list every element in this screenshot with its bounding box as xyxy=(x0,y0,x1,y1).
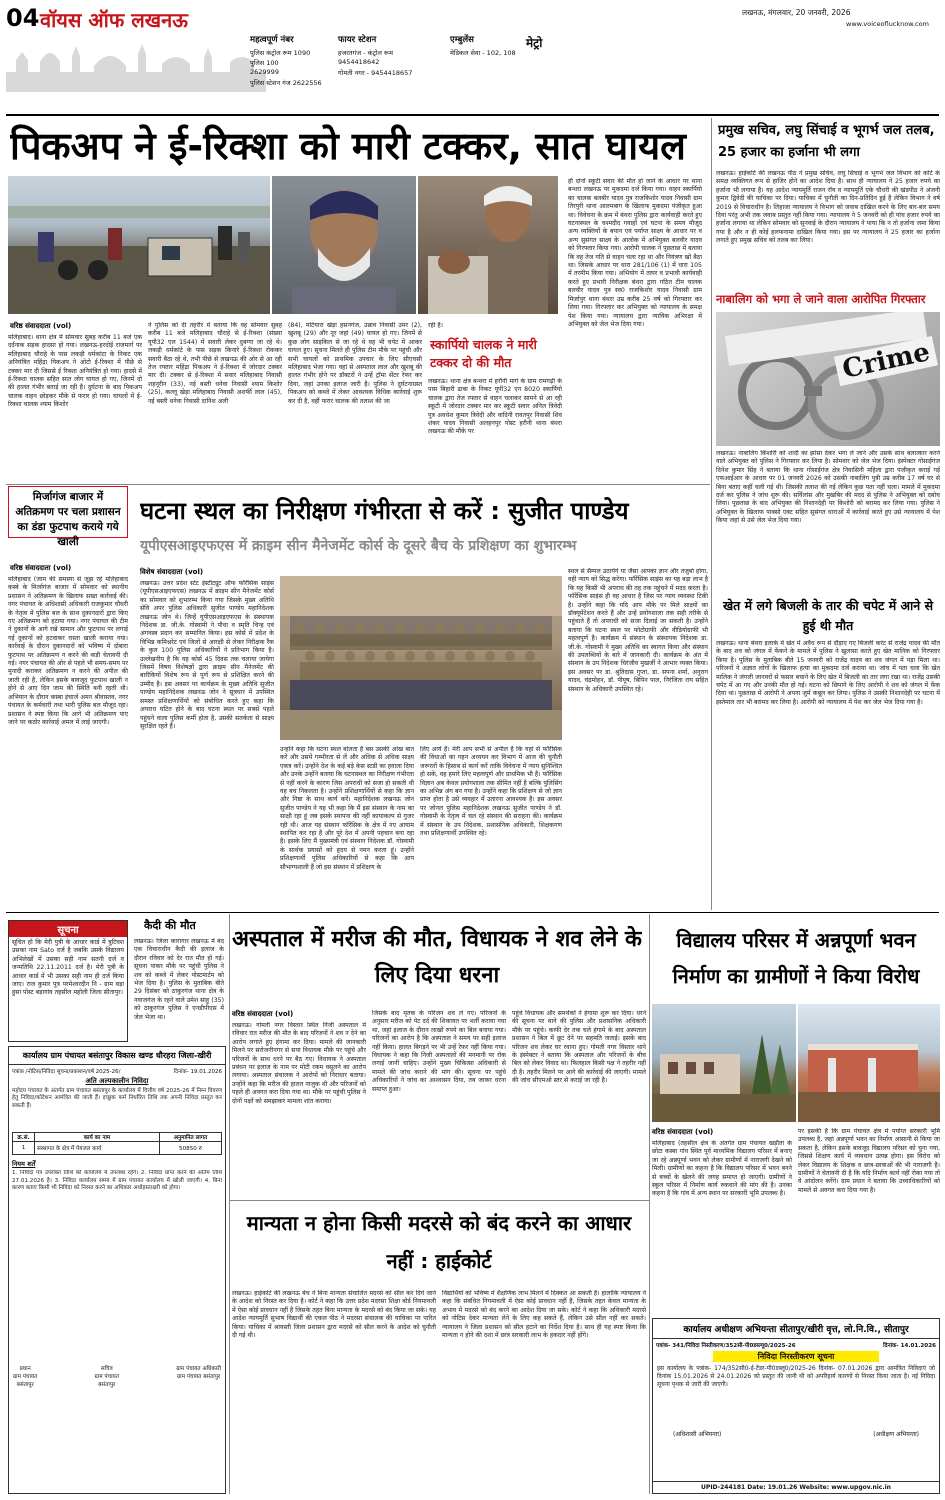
story5-col1: लखनऊ। उत्तर प्रदेश स्टेट इंस्टीट्यूट ऑफ फॉरेंसिक साइंस (यूपीएसआइएफएस) लखनऊ में क्राइम सीन मैनेजमेंट कोर्स का सोमवार को शुभारम्भ किया गया जिसके मुख्य अतिथि सेवि अपर पुलिस अधिकारी सुजीत पाण्डेय महानिदेशक लखनऊ जोन थे। जिन्हें यूपीएसआइएफएस के संस्थापक निदेशक डा. जी.के. गोस्वामी ने पौधा व स्मृति चिन्ह एवं अंगवस्त्र प्रदान कर सम्मानित किया। इस कोर्स में प्रदेश के विभिन्न कमिश्नरेट एवं जिलों से आरक्षी से लेकर निरीक्षक रैंक के कुल 100 पुलिस अधिकारियों ने प्रतिभाग किया है। उल्लेखनीय है कि यह कोर्स 45 दिवस तक चलाया जायेगा जिसमें विषय विशेषज्ञों द्वारा क्राइम सीन मैनेजमेंट की बारीकियों विशेष रूप से पूर्ण रूप से प्रशिक्षित करने की उम्मीद है। इस अवसर पर कार्यक्रम के मुख्य अतिथि सुजीत पाण्डेय महानिदेशक लखनऊ जोन ने सूत्रधार में उपस्थित समस्त प्रशिक्षणार्थियों को संबोधित करते हुए कहा कि अपराध घटित होने के बाद घटना स्थल पर सबसे पहले पहुंचने वाला पुलिस कर्मी होता है, उसकी सतर्कता से साक्ष्य सुरक्षित रहते हैं। xyxy=(140,580,274,730)
tender1-row1-no: 1 xyxy=(13,1142,35,1155)
story10-headline: विद्यालय परिसर में अन्नपूर्णा भवन निर्माण का ग्रामीणों ने किया विरोध xyxy=(672,928,920,988)
tender1-terms: 1. निविदा पत्र उपरोक्त तिथि को कार्यालय में उपलब्ध रहेंगे। 2. निविदा प्राप्त करने की अंतिम तिथि 27.01.2026 है। 3. निविदा कार्यालय समय में ग्राम पंचायत कार्यालय में खोली जाएगी। 4. बिना कारण बताए किसी भी निविदा को निरस्त करने का अधिकार अधोहस्ताक्षरी को होगा। xyxy=(12,1170,222,1192)
story7-text: लखनऊ। नाबालिग किशोरी को शादी का झांसा देकर भगा ले जाने और उसके साथ बलात्कार करने वाले अभियुक्त को पुलिस ने गिरफ्तार कर लिया है। सोमवार को जेल भेज दिया। इंस्पेक्टर गोसाईगंज दिनेश कुमार सिंह ने बताया कि थाना गोसाईगंज क्षेत्र निवासिनी महिला द्वारा पंजीकृत कराई गई एफआईआर के आधार पर 01 जनवरी 2026 को उसकी नाबालिग पुत्री उम्र करीब 17 वर्ष घर से बिना बताए कहीं चली गई थी। जिसकी तलाश की गई लेकिन कुछ पता नहीं चला। मामले में मुकदमा दर्ज कर पुलिस ने जांच शुरू की। सर्विलांस और मुखबिर की मदद से पुलिस ने अभियुक्त को दबोच लिया। पूछताछ के बाद अभियुक्त की निशानदेही पर किशोरी को बरामद कर लिया गया। पुलिस ने अभियुक्त के खिलाफ पाक्सो एक्ट सहित सुसंगत धाराओं में कार्रवाई करते हुए उसे न्यायालय में पेश किया जहां से उसे जेल भेज दिया गया। xyxy=(716,450,940,525)
tender1-th-work: कार्य का नाम xyxy=(35,1133,160,1142)
tender1-table xyxy=(12,1132,222,1155)
ambulance-title: एम्बुलेंस xyxy=(450,35,474,45)
tender2-footer: UPID-244181 Date: 19.01.26 Website: www.upgov.nic.in xyxy=(653,1481,939,1493)
story11-headline: मान्यता न होना किसी मदरसे को बंद करने का आधार नहीं : हाईकोर्ट xyxy=(246,1211,632,1273)
story5-headline: घटना स्थल का निरीक्षण गंभीरता से करें : सुजीत पाण्डेय xyxy=(140,497,629,525)
tender1-row1-work: संस्थागत के क्षेत्र में पेयजल कार्य xyxy=(35,1142,160,1155)
story4-text: लखनऊ। जिला कारागार लखनऊ में बंद एक विचाराधीन कैदी की इलाज के दौरान रविवार को देर रात मौत हो गई। सूचना पाकर मौके पर पहुंची पुलिस ने शव को कब्जे में लेकर पोस्टमार्टम को भेज दिया है। पुलिस के मुताबिक बीते 29 दिसंबर को ठाकुरगंज थाना क्षेत्र के नवाजगंज के रहने वाले उमेश साहू (35) को ठाकुरगंज पुलिस ने एनडीपीएस में जेल भेजा था। xyxy=(134,938,224,1021)
school-building-photo xyxy=(652,1004,796,1122)
contact-4: पुलिस स्टेशन गंज 2622556 xyxy=(250,79,322,87)
notice-text: सूचित हो कि मेरी पुत्री के आधार कार्ड में त्रुटिवश उसका नाम Sato दर्ज है जबकि उसके विद्यालय अभिलेखों में उसका सही नाम सतनी दर्ज व जन्मतिथि 22.11.2011 दर्ज है। मेरी पुत्री के आधार कार्ड में भी उसका सही नाम ही दर्ज किया जाए। राज कुमार पुत्र परमेश्वरदीन नि - ग्राम बड़ा हुसा पोस्ट बड़ागांव तहसील महोली जिला सीतापुर। xyxy=(12,939,124,997)
story1-byline: वरिष्ठ संवाददाता (vol) xyxy=(10,322,72,330)
story6-headline: प्रमुख सचिव, लघु सिंचाई व भूगर्भ जल तलब, 25 हजार का हर्जाना भी लगा xyxy=(718,123,935,160)
dateline: लखनऊ, मंगलवार, 20 जनवरी, 2026 xyxy=(742,8,851,17)
story9-byline: वरिष्ठ संवाददाता (vol) xyxy=(232,1010,294,1018)
story5-col4: स्थल से सैम्पल उठायेंगे या जैसा आपका ज्ञान और तजुर्बा होगा, वही न्याय को सिद्ध करेगा। फॉरेंसिक साइंस का यह बड़ा लाभ है कि यह किसी भी अपराध की तह तक पहुंचने में मदद करता है। फॉरेंसिक साइंस ही वह आधार है जिस पर न्याय व्यवस्था टिकी है। उन्होंने कहा कि यदि आप मौके पर मिले साक्ष्यों का डॉक्यूमेंटेशन करते हैं और उन्हें प्रयोगशाला तक सही तरीके से पहुंचाते हैं तो अपराधी को सजा दिलाई जा सकती है। उन्होंने बताया कि घटना स्थल पर फोटोग्राफी और वीडियोग्राफी भी महत्वपूर्ण है। कार्यक्रम में संस्थान के संस्थापक निदेशक डा. जी.के. गोस्वामी ने मुख्य अतिथि का स्वागत किया और संस्थान की उपलब्धियों के बारे में जानकारी दी। कार्यक्रम के अंत में संस्थान के उप निदेशक चिरंजीव मुखर्जी ने आभार व्यक्त किया। इस अवसर पर डा. श्रुतिदास गुप्ता, डा. सपना शर्मा, अनुराग यादव, चंद्रमोहन, डॉ. पीयूष, बिपिन पाल, निरंजिता राय सहित संस्थान के अधिकारी उपस्थित रहे। xyxy=(568,568,708,693)
crime-photo xyxy=(716,312,940,446)
masthead xyxy=(6,4,939,116)
divider-top-stories xyxy=(6,484,710,485)
tender2-sign2: (अधीक्षण अभियन्ता) xyxy=(873,1431,919,1438)
fire-3: गोमती नगर - 9454418657 xyxy=(338,69,413,77)
fire-1: हजरतगंज - कंट्रोल रूम xyxy=(338,49,393,57)
tender1-terms-title: नियम शर्तें xyxy=(12,1160,36,1168)
tender2-body: इस कार्यालय के पत्रांक- 174/352सी0-ई-टेंडर-पी0डब्लू0/2025-26 दिनांक- 07.01.2026 द्वारा आमंत्रित निविदाएं जो दिनांक 15.01.2026 से 24.01.2026 को प्रस्तुत की जानी थी को अपरिहार्य कारणों से निरस्त किया जाता है। नई निविदा सूचना पृथक से जारी की जाएगी। xyxy=(657,1365,935,1388)
story8-text: लखनऊ। थाना बंथरा इलाके में खेत में अवैध रूप से दौड़ाए गए बिजली करंट से राजेंद्र यादव की मौत के बाद शव को जंगल में फेंकने के मामले में पुलिस ने खुलासा करते हुए खेत मालिक को गिरफ्तार किया है। पुलिस के मुताबिक बीते 15 जनवरी को राजेंद्र यादव का शव जंगल में पड़ा मिला था। परिजनों ने अज्ञात लोगों के खिलाफ हत्या का मुकदमा दर्ज कराया था। जांच में पता चला कि खेत मालिक ने जंगली जानवरों से फसल बचाने के लिए खेत में बिजली का तार लगा रखा था। राजेंद्र उसकी चपेट में आ गए और उनकी मौत हो गई। घटना को छिपाने के लिए आरोपी ने शव को जंगल में फेंक दिया था। पूछताछ में आरोपी ने अपना जुर्म कबूल कर लिया। पुलिस ने उसकी निशानदेही पर घटना में इस्तेमाल तार भी बरामद कर लिया है। आरोपी को न्यायालय में पेश कर जेल भेज दिया गया है। xyxy=(716,640,940,706)
story1-col2: ने पुलिस को दी तहरीर में बताया कि वह सोमवार सुबह करीब 11 बजे मलिहाबाद चौराहे से ई-रिक्शा (संख्या यूपी32 एल 1544) में सवारी लेकर दुबग्गा जा रहे थे। लकड़ी धर्मकांटे के पास सड़क किनारे ई-रिक्शा रोककर सवारी बैठा रहे थे, तभी पीछे से लखनऊ की ओर से आ रही तेज रफ्तार महिंद्रा पिकअप ने ई-रिक्शा में जोरदार टक्कर मार दी। टक्कर से ई-रिक्शा में सवार मलिहाबाद निवासी शहनूरीन (33), नई बस्ती धनेवा निवासी श्याम किशोर (25), कल्लू खेड़ा मलिहाबाद निवासी अशर्फी लाल (45), नई बस्ती धनेवा निवासी दानिश अली xyxy=(148,322,282,405)
section-name: मेट्रो xyxy=(526,36,543,50)
tender2-subtitle: निविदा निरस्तीकरण सूचना xyxy=(713,1351,879,1362)
story3-headline-box xyxy=(8,486,128,548)
tender1-body: महोदय पंचायत के अंतर्गत ग्राम पंचायत बसंतापुर के कार्यालय में वित्तीय वर्ष 2025-26 में निम्न विवरण हेतु निविदा/कोटेशन आमंत्रित की जाती हैं। इच्छुक फर्म निर्धारित तिथि तक अपनी निविदा प्रस्तुत कर सकती हैं। xyxy=(12,1088,222,1109)
tender1-subtitle: अति अल्पकालीन निविदा xyxy=(85,1077,149,1085)
story10-col2: पर इसकी है कि ग्राम पंचायत क्षेत्र में पर्याप्त सरकारी भूमि उपलब्ध है, जहां अन्नपूर्णा भवन का निर्माण आसानी से किया जा सकता है, लेकिन इसके बावजूद विद्यालय परिसर को चुना गया, जिससे शिक्षण कार्य में व्यवधान उत्पन्न होगा। इस विरोध को लेकर विद्यालय के शिक्षक व छात्र-छात्राओं की भी नाराजगी है। ग्रामीणों ने चेतावनी दी है कि यदि निर्माण कार्य नहीं रोका गया तो वे आंदोलन करेंगे। ग्राम प्रधान ने बताया कि उच्चाधिकारियों को मामले से अवगत करा दिया गया है। xyxy=(798,1128,940,1194)
story5-byline: विशेष संवाददाता (vol) xyxy=(140,568,204,576)
masthead-rule xyxy=(6,114,939,116)
contact-2: पुलिस 100 xyxy=(250,59,279,67)
story9-col1: लखनऊ। गोमती नगर विस्तार स्थित निजी अस्पताल में रविवार रात मरीज की मौत के बाद परिजनों ने शव न देने का आरोप लगाते हुए हंगामा कर दिया। मामले की जानकारी मिलने पर सरोजनीनगर से सपा विधायक मौके पर पहुंचे और परिजनों के साथ धरने पर बैठ गए। विधायक ने अस्पताल प्रबंधन पर इलाज के नाम पर मोटी रकम वसूलने का आरोप लगाया। अस्पताल संचालक ने आरोपों को निराधार बताया। उन्होंने कहा कि मरीज की हालत नाजुक थी और परिजनों को पहले ही अवगत करा दिया गया था। मौके पर पहुंची पुलिस ने दोनों पक्षों को समझाकर मामला शांत कराया। xyxy=(232,1022,366,1105)
story2-text2: ही दोनों स्कूटी सवार की मौत हो जाने के आधार पर थाना बन्थरा लखनऊ पर मुकदमा दर्ज किया गया। वाहन स्कार्पियो का चालक बलबीर यादव पुत्र राजकिशोर यादव निवासी ग्राम तिरपुरी थाना आलमबाग के खिलाफ मुकदमा पंजीकृत हुआ था। विवेचना के क्रम में बंथरा पुलिस द्वारा कार्यवाही करते हुए घटनास्थल के चश्मदीद गवाहों एवं घटना के समय मौजूद अन्य व्यक्तियों के बयान एवं पर्याप्त साक्ष्य के आधार पर व अन्य सुसंगत साक्ष्य के आलोक में अभियुक्त बलवीर यादव को गिरफ्तार किया गया। आरोपी चालक ने पूछताछ में बताया कि वह तेज गति से वाहन चला रहा था और नियंत्रण खो बैठा था। जिसके आधार पर धारा 281/106 (1) में धारा 105 में तरमीम किया गया। अभियोग में तत्पर व प्रभावी कार्यवाही करते हुए प्रभारी निरीक्षक बंथरा द्वारा गठित टीम चालक बलवीर यादव पुत्र स्व0 राजकिशोर यादव निवासी ग्राम मिर्जापुर थाना बंथरा उम्र करीब 25 वर्ष को गिरफ्तार कर लिया गया। गिरफ्तार कर अभियुक्त को न्यायालय के समक्ष पेश किया गया। न्यायालय द्वारा न्यायिक अभिरक्षा में अभियुक्त को जेल भेज दिया गया। xyxy=(568,178,702,328)
injured-victims-photo xyxy=(418,176,558,314)
tender2-ref: पत्रांक- 341/निविदा निस्तीकरण/352सी-पी0डब्ल्यू0/2025-26 xyxy=(656,1343,796,1349)
story2-headline: स्कार्पियो चालक ने मारी टक्कर दो की मौत xyxy=(430,337,537,370)
divider-story9-11 xyxy=(230,1200,649,1201)
tender2-title: कार्यालय अधीक्षण अभियन्ता सीतापुर/खीरी वृत्त, लो.नि.वि., सीतापुर xyxy=(653,1319,939,1339)
story3-byline: वरिष्ठ संवाददाता (vol) xyxy=(10,564,72,572)
tender1-row1-cost: 50850 रु xyxy=(160,1142,222,1155)
story1-headline: पिकअप ने ई-रिक्शा को मारी टक्कर, सात घायल xyxy=(10,124,686,168)
story3-text: मलिहाबाद (जाम की समस्या से जूझ रहे मलिहाबाद कस्बे के मिर्जागंज बाजार में सोमवार को स्थानीय प्रशासन ने अतिक्रमण के खिलाफ सख्त कार्रवाई की। नगर पंचायत के अधिशासी अधिकारी राजकुमार चौधरी के नेतृत्व में पुलिस बल के साथ दुकानदारों द्वारा किए गए अतिक्रमण को हटाया गया। नगर पंचायत की टीम ने दुकानों के आगे रखे सामान और फुटपाथ पर लगाई गई दुकानों को हटवाकर रास्ता खाली कराया गया। कार्रवाई के दौरान दुकानदारों को भविष्य में दोबारा फुटपाथ पर अतिक्रमण न करने की कड़ी चेतावनी दी गई। नगर पंचायत की ओर से पहले भी समय-समय पर मुनादी कराकर अतिक्रमण न करने की अपील की जाती रही है, लेकिन इसके बावजूद फुटपाथ खाली न होने से आए दिन जाम की स्थिति बनी रहती थी। अभियान के दौरान कस्बा इंचार्ज अमन श्रीवास्तव, नगर पंचायत के कर्मचारी तथा भारी पुलिस बल मौजूद रहा। प्रशासन ने स्पष्ट किया कि आगे भी अतिक्रमण पाए जाने पर कठोर कार्रवाई अमल में लाई जाएगी। xyxy=(8,576,128,726)
tender1-th-cost: अनुमानित लागत xyxy=(160,1133,222,1142)
training-group-photo xyxy=(280,576,562,740)
contact-3: 2629999 xyxy=(250,68,279,76)
tender1-sign2: सचिव ग्राम पंचायत बसंतापुर xyxy=(94,1366,119,1388)
notice-title: सूचना xyxy=(9,921,127,937)
tender1-box xyxy=(8,1046,226,1494)
story11-col2: विद्यार्थियों को भविष्य में शैक्षणिक लाभ मिलने में दिक्कत आ सकती है। हालांकि न्यायालय ने कहा कि संबंधित नियमावली में ऐसा कोई प्रावधान नहीं है, जिसके तहत केवल मान्यता के अभाव में मदरसे को बंद करने का आदेश दिया जा सके। कोर्ट ने कहा कि अधिकारी मदरसे को नोटिस देकर मान्यता लेने के लिए कह सकते हैं, लेकिन उसे सील नहीं कर सकते। न्यायालय ने जिला प्रशासन को सील हटाने का निर्देश दिया है। साथ ही यह स्पष्ट किया कि मान्यता न होने की दशा में छात्र सरकारी लाभ के हकदार नहीं होंगे। xyxy=(442,1290,646,1340)
tender1-date: दिनांक- 19.01.2026 xyxy=(173,1069,222,1075)
skyline-icon xyxy=(6,32,266,92)
col-divider-bottom-left xyxy=(229,914,230,1494)
fire-2: 9454418642 xyxy=(338,58,380,66)
construction-site-photo xyxy=(798,1004,940,1122)
contacts-title: महत्वपूर्ण नंबर xyxy=(250,35,294,45)
injured-man-photo xyxy=(272,176,416,314)
story1-col4: रही है। xyxy=(428,322,444,329)
crime-photo-label: Crime xyxy=(834,336,938,386)
ambulance-1: मेडिकल सेवा - 102, 108 xyxy=(450,49,516,57)
tender1-sign1: प्रधान ग्राम पंचायत बसंतापुर xyxy=(13,1366,38,1388)
page-number: 04 xyxy=(6,4,40,32)
story9-col3: पहुंचे विधायक और समर्थकों ने हंगामा शुरू कर दिया। धरने की सूचना पर थाने की पुलिस और प्रशासनिक अधिकारी मौके पर पहुंचे। काफी देर तक चले हंगामे के बाद अस्पताल प्रशासन ने बिल में छूट देने पर सहमति जताई। इसके बाद परिजन शव लेकर घर रवाना हुए। गोमती नगर विस्तार थाने के इंस्पेक्टर ने बताया कि अस्पताल और परिजनों के बीच बिल को लेकर विवाद था। फिलहाल किसी पक्ष ने तहरीर नहीं दी है। तहरीर मिलने पर आगे की कार्रवाई की जाएगी। मामले की जांच सीएमओ स्तर से कराई जा रही है। xyxy=(512,1010,646,1085)
story5-col3: लिए आये हैं। मेरी आप सभी से अपील है कि यहां से फॉरेंसिक की विधाओं का गहन अध्ययन कर विभाग में आज की चुनौती जरूरतों के हिसाब से कार्य करें ताकि विवेचना में न्याय सुनिश्चित हो सके, वह हमारे लिए महत्वपूर्ण और प्राथमिक भी है। फॉरेंसिक विज्ञान अब केवल प्रयोगशाला तक सीमित नहीं है बल्कि पुलिसिंग का अभिन्न अंग बन गया है। उन्होंने कहा कि प्रशिक्षण से जो ज्ञान प्राप्त होता है उसे व्यवहार में उतारना आवश्यक है। इस अवसर पर जोनल पुलिस महानिदेशक लखनऊ सुजीत पाण्डेय ने डॉ. गोस्वामी के नेतृत्व में चल रहे संस्थान की सराहना की। कार्यक्रम में संस्थान के उप निदेशक, प्रशासनिक अधिकारी, शिक्षकगण तथा प्रशिक्षणार्थी उपस्थित रहे। xyxy=(420,746,562,838)
story10-byline: वरिष्ठ संवाददाता (vol) xyxy=(652,1128,714,1136)
contact-1: पुलिस कंट्रोल रूम 1090 xyxy=(250,49,311,57)
story6-text: लखनऊ। हाईकोर्ट की लखनऊ पीठ ने प्रमुख सचिव, लघु सिंचाई व भूगर्भ जल विभाग को कोर्ट के समक्ष व्यक्तिगत रूप से हाजिर होने का आदेश दिया है। साथ ही न्यायालय ने 25 हजार रुपये का हर्जाना भी लगाया है। यह आदेश न्यायमूर्ति राजन रॉय व न्यायमूर्ति एके चौधरी की खंडपीठ ने अंजनी कुमार द्विवेदी की याचिका पर दिया। याचिका में चुनौती का दिन-प्रतिदिन हुई है लेकिन विभाग ने वर्ष 2019 से विचाराधीन है। लिहाजा न्यायालय ने विभाग को जवाब दाखिल करने के लिए बार-बार समय दिया परंतु अभी तक जवाब प्रस्तुत नहीं किया गया। न्यायालय ने 5 जनवरी को ही पांच हजार रुपये का हर्जाना लगाया था लेकिन सोमवार को सुनवाई के दौरान न्यायालय ने पाया कि न तो हर्जाना जमा किया गया है और न ही कोई हलफनामा दाखिल किया गया। इस पर न्यायालय ने 25 हजार का हर्जाना लगाते हुए प्रमुख सचिव को तलब कर लिया। xyxy=(716,170,940,245)
tender2-date: दिनांक- 14.01.2026 xyxy=(883,1343,936,1349)
story2-text: लखनऊ। थाना क्षेत्र बन्थरा में हरौनी मार्ग के ग्राम रामगढ़ी के पास बिहारी ढाबा के निकट यूपी32 एन 8020 स्कार्पियो चालक द्वारा तेज रफ्तार से वाहन चलाकर सामने से आ रही स्कूटी में जोरदार टक्कर मार कर स्कूटी सवार अनिल त्रिवेदी पुत्र अवधेश कुमार त्रिवेदी और वादिनी रावतपुर निवासी शिव शंकर यादव निवासी अलहनपुर पोस्ट हरौनी थाना बंथरा लखनऊ की मौके पर xyxy=(428,378,562,436)
tender2-box xyxy=(652,1318,940,1494)
col-divider-right xyxy=(711,118,712,910)
fire-title: फायर स्टेशन xyxy=(338,35,377,45)
notice-box xyxy=(8,920,128,1042)
website: www.voiceoflucknow.com xyxy=(846,20,929,28)
tender1-ref: पत्रांक /नोटिस/निविदा सूचना/प्रकाशन/वर्ष 2025-26/ xyxy=(12,1069,121,1075)
story5-col2: उन्होंने कहा कि घटना स्थल बोलता है बस उसकी आंख बात करें और उसमें गम्भीरता से लें और अधिक से अधिक साक्ष्य एकत्र करें। उन्होंने देश के कई बड़े केस स्टडी का हवाला दिया और उनके उन्होंने बताया कि घटनास्थल का निरीक्षण गंभीरता से नहीं करने के कारण जिस अपराधी को सजा हो सकती थी वह बच निकलता है। उन्होंने प्रशिक्षणार्थियों से कहा कि ज्ञान और निष्ठा के साथ कार्य करें। महानिदेशक लखनऊ जोन सुजीत पाण्डेय ने यह भी कहा कि मैं इस संस्थान के नाम का साक्षी रहा हूं जब इसके स्थापना की नहीं कायाकल्प से गुजर रही थी। आज यह संस्थान फॉरेंसिक के क्षेत्र में नए आयाम स्थापित कर रहा है और पूरे देश में अपनी पहचान बना रहा है। इसके लिए मैं मुख्यमंत्री एवं संस्थान निदेशक डॉ. गोस्वामी के सार्थक प्रयासों को हृदय से नमन करता हूं। उन्होंने प्रशिक्षणार्थी पुलिस अधिकारियों से कहा कि आप सौभाग्यशाली हैं जो इस संस्थान में प्रशिक्षण के xyxy=(280,746,414,871)
story5-subhead: यूपीएसआइएफएस में क्राइम सीन मैनेजमेंट कोर्स के दूसरे बैच के प्रशिक्षण का शुभारम्भ xyxy=(140,538,577,554)
story4-headline: कैदी की मौत xyxy=(144,919,196,932)
tender1-th-no: क्र.सं. xyxy=(13,1133,35,1142)
tender1-title: कार्यालय ग्राम पंचायत बसंतापुर विकास खण्ड धौरहरा जिला-खीरी xyxy=(9,1047,225,1065)
tender2-sign1: (अधिशासी अभियन्ता) xyxy=(673,1431,722,1438)
accident-photo xyxy=(8,176,270,314)
divider-1 xyxy=(6,912,939,913)
masthead-brand: वॉयस ऑफ लखनऊ xyxy=(40,8,188,32)
col-divider-bottom-right xyxy=(649,914,650,1494)
story1-col1: मलिहाबाद। थाना क्षेत्र में सोमवार सुबह करीब 11 बजे एक दर्दनाक सड़क हादसा हो गया। लखनऊ-हरदोई राजमार्ग पर मलिहाबाद चौराहे के पास लकड़ी धर्मकांटा के निकट एक अनियंत्रित महिंद्रा पिकअप ने ओटो ई-रिक्शा में पीछे से टक्कर मार दी जिससे ई रिक्शा अनियंत्रित हो गया। हादसे में ई-रिक्शा चालक सहित सात लोग घायल हो गए, जिनमें दो की हालत गंभीर बताई जा रही है। दुर्घटना के बाद पिकअप चालक वाहन छोड़कर मौके से फरार हो गया। घायलों में ई-रिक्शा चालक श्याम किशोर xyxy=(8,334,142,409)
tender1-sign3: ग्राम पंचायत अधिकारी ग्राम पंचायत बसंतापुर xyxy=(176,1366,221,1380)
story11-col1: लखनऊ। हाईकोर्ट की लखनऊ बेंच ने बिना मान्यता संचालित मदरसे को सील कर दिये जाने के आदेश को निरस्त कर दिया है। कोर्ट ने कहा कि उत्तर प्रदेश मदरसा शिक्षा बोर्ड नियमावली में ऐसा कोई प्रावधान नहीं है जिसके तहत बिना मान्यता के मदरसे को बंद किया जा सके। यह आदेश न्यायमूर्ति सुभाष विद्यार्थी की एकल पीठ ने मदरसा संचालक की याचिका पर पारित किया। याचिका में श्रावस्ती जिला प्रशासन द्वारा मदरसे को सील करने के आदेश को चुनौती दी गई थी। xyxy=(232,1290,436,1340)
story10-col1: मलिहाबाद (तहसील क्षेत्र के अंतर्गत ग्राम पंचायत खड़ौता के छोटा कस्बा गांव स्थित पूर्व माध्यमिक विद्यालय परिसर में बनाए जा रहे अन्नपूर्णा भवन को लेकर ग्रामीणों में नाराजगी देखने को मिली। ग्रामीणों का कहना है कि विद्यालय परिसर में भवन बनने से बच्चों के खेलने की जगह समाप्त हो जाएगी। ग्रामीणों ने स्कूल परिसर में निर्माण कार्य रुकवाने की मांग की है। उनका कहना है कि गांव में अन्य स्थान पर सरकारी भूमि उपलब्ध है। xyxy=(652,1140,792,1198)
story9-col2: जिसके बाद मृतक के परिजन शव ले गए। परिजनों के अनुसार मरीज को पेट दर्द की शिकायत पर भर्ती कराया गया था, जहां इलाज के दौरान लाखों रुपये का बिल बनाया गया। परिजनों का आरोप है कि अस्पताल ने समय पर सही इलाज नहीं किया। हालत बिगड़ने पर भी उन्हें रेफर नहीं किया गया। विधायक ने कहा कि निजी अस्पतालों की मनमानी पर रोक लगाई जानी चाहिए। उन्होंने मुख्य चिकित्सा अधिकारी से मामले की जांच कराने की मांग की। सूचना पर पहुंचे अधिकारियों ने जांच का आश्वासन दिया, तब जाकर धरना समाप्त हुआ। xyxy=(372,1010,506,1093)
story7-headline: नाबालिग को भगा ले जाने वाला आरोपित गिरफ्तार xyxy=(716,292,926,306)
story9-headline: अस्पताल में मरीज की मौत, विधायक ने शव लेने के लिए दिया धरना xyxy=(232,927,642,988)
story8-headline: खेत में लगे बिजली के तार की चपेट में आने से हुई थी मौत xyxy=(722,598,934,633)
story3-headline: मिर्जागंज बाजार में अतिक्रमण पर चला प्रशासन का डंडा फुटपाथ कराये गये खाली xyxy=(15,491,121,548)
story1-col3: (84), मटियारा खेड़ा हसनगंज, उन्नाव निवासी उमर (2), खुशबू (29) और नूर जहां (49) घायल हो गए। जिनमें से कुछ लोग साइकिल से जा रहे थे वह भी चपेट में आकर घायल हुए। सूचना मिलते ही पुलिस टीम मौके पर पहुंची और सभी घायलों को प्राथमिक उपचार के लिए सीएचसी मलिहाबाद भेजा गया। वहां से अस्पताल लाल और खुशबू की हालत गंभीर होने पर डॉक्टरों ने उन्हें ट्रॉमा सेंटर रेफर कर दिया, जहां उनका इलाज जारी है। पुलिस ने दुर्घटनाग्रस्त पिकअप को कब्जे में लेकर आवश्यक विधिक कार्रवाई शुरू कर दी है, वहीं फरार चालक की तलाश की जा xyxy=(288,322,422,405)
